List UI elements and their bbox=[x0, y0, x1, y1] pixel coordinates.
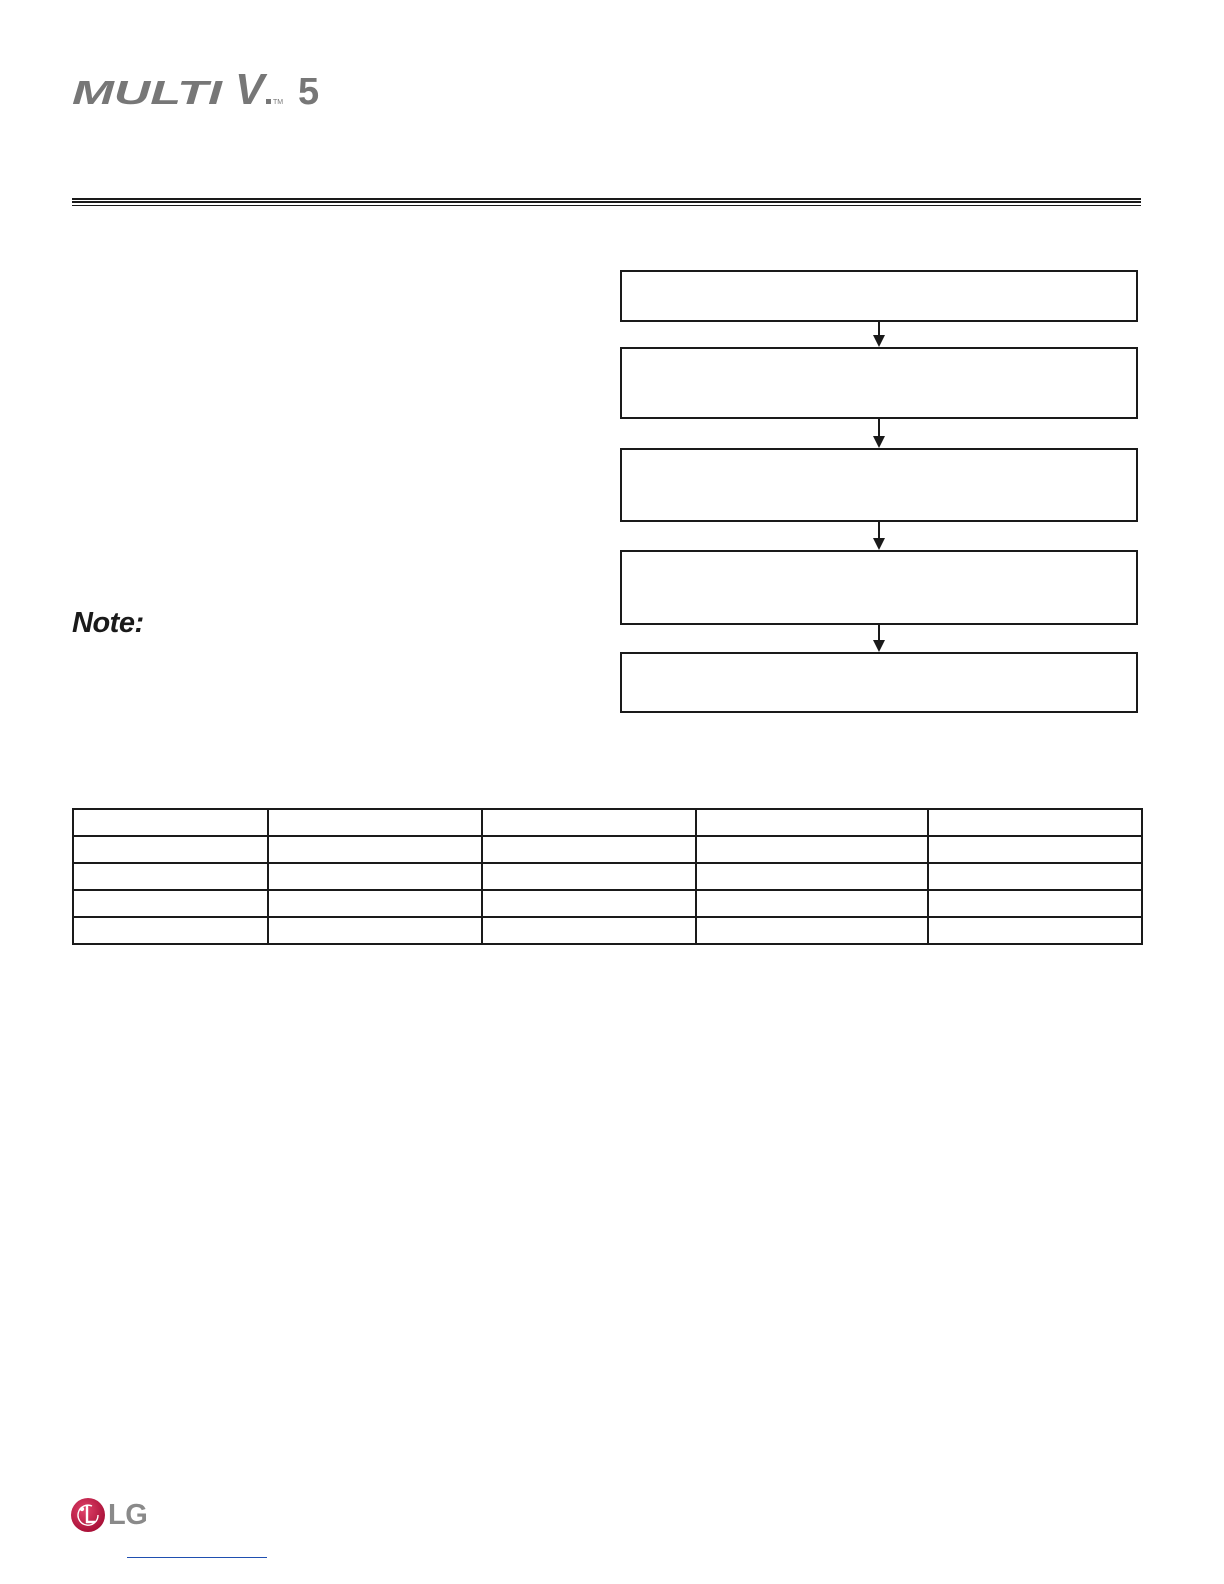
logo-dot bbox=[266, 99, 271, 104]
table-cell bbox=[482, 809, 696, 836]
logo-v-text: V bbox=[235, 66, 265, 112]
table-cell bbox=[928, 917, 1142, 944]
table-cell bbox=[696, 836, 928, 863]
header-rule-line bbox=[72, 198, 1141, 200]
flowchart-box-text bbox=[622, 654, 1136, 666]
table-cell bbox=[482, 917, 696, 944]
flowchart-arrow-down-icon bbox=[872, 522, 886, 550]
header-rule-line bbox=[72, 205, 1141, 206]
logo-tm-text: TM bbox=[273, 99, 284, 106]
table-cell bbox=[482, 890, 696, 917]
logo-multi-text: MULTI bbox=[72, 74, 224, 111]
table-cell bbox=[73, 809, 268, 836]
flowchart-box bbox=[620, 270, 1138, 322]
table-cell bbox=[482, 863, 696, 890]
footer-link[interactable] bbox=[127, 1557, 267, 1558]
table-cell bbox=[696, 863, 928, 890]
table-cell bbox=[482, 836, 696, 863]
table-cell bbox=[73, 890, 268, 917]
table-cell bbox=[268, 863, 482, 890]
table-cell bbox=[928, 890, 1142, 917]
table-cell bbox=[268, 917, 482, 944]
table-cell bbox=[73, 917, 268, 944]
table-cell bbox=[73, 836, 268, 863]
table-cell bbox=[928, 863, 1142, 890]
flowchart-box bbox=[620, 550, 1138, 625]
header-rule-line bbox=[72, 201, 1141, 203]
flowchart-arrow-down-icon bbox=[872, 625, 886, 652]
flowchart-box bbox=[620, 652, 1138, 713]
table-row bbox=[73, 890, 1142, 917]
logo-5-text: 5 bbox=[298, 71, 320, 112]
lg-brand-text: LG bbox=[108, 1499, 148, 1531]
table-row bbox=[73, 917, 1142, 944]
table-cell bbox=[268, 809, 482, 836]
table-cell bbox=[696, 890, 928, 917]
table-row bbox=[73, 863, 1142, 890]
lg-face-icon bbox=[70, 1497, 106, 1533]
table-cell bbox=[268, 836, 482, 863]
flowchart-box bbox=[620, 448, 1138, 522]
table-cell bbox=[928, 836, 1142, 863]
multi-v-5-logo bbox=[70, 66, 332, 112]
table-row bbox=[73, 836, 1142, 863]
flowchart-arrow-down-icon bbox=[872, 419, 886, 448]
table-cell bbox=[928, 809, 1142, 836]
table-cell bbox=[73, 863, 268, 890]
table-cell bbox=[696, 809, 928, 836]
flowchart-box bbox=[620, 347, 1138, 419]
table-row bbox=[73, 809, 1142, 836]
table-cell bbox=[268, 890, 482, 917]
flowchart-box-text bbox=[622, 272, 1136, 284]
flowchart-box-text bbox=[622, 450, 1136, 462]
flowchart-box-text bbox=[622, 349, 1136, 361]
note-label: Note: bbox=[72, 607, 144, 639]
lg-logo bbox=[70, 1497, 154, 1535]
table-cell bbox=[696, 917, 928, 944]
flowchart-arrow-down-icon bbox=[872, 322, 886, 347]
header-rule bbox=[72, 198, 1141, 207]
data-table bbox=[72, 808, 1143, 945]
flowchart-box-text bbox=[622, 552, 1136, 564]
